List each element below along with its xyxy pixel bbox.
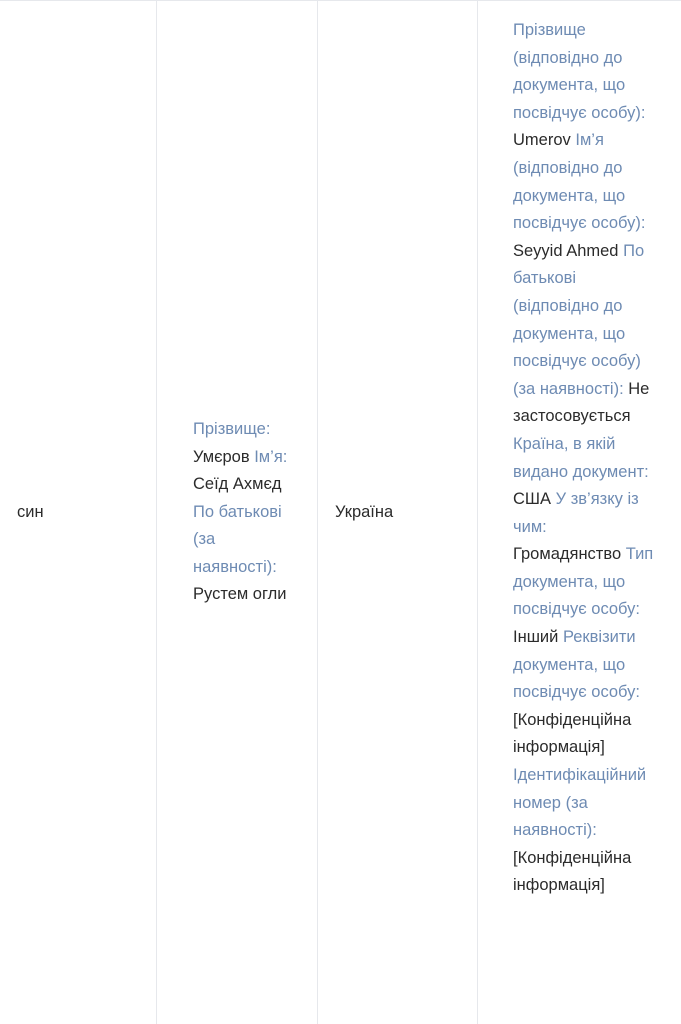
patronymic-label: По батькові (за наявності): xyxy=(193,502,282,576)
docdetails-value: [Конфіденційна інформація] xyxy=(513,710,632,757)
idnum-label: Ідентифікаційний номер (за наявності): xyxy=(513,766,647,840)
firstname-value: Сеїд Ахмєд xyxy=(193,475,282,494)
name-cell xyxy=(156,1,317,1024)
name-block xyxy=(193,416,293,609)
doctype-label: Тип документа, що посвідчує особу: xyxy=(513,545,654,619)
document-cell xyxy=(477,1,681,1024)
country-label: Країна, в якій видано документ: xyxy=(513,434,649,481)
surname-doc-value: Umerov xyxy=(513,131,571,150)
document-block xyxy=(513,17,658,900)
reason-label: У зв’язку із чим: xyxy=(513,490,639,536)
relation-cell xyxy=(0,1,156,1024)
reason-value: Громадянство xyxy=(513,545,622,564)
citizenship-cell xyxy=(317,1,477,1024)
firstname-doc-label: Ім’я (відповідно до документа, що посвідчує особу): xyxy=(513,131,646,233)
doctype-value: Інший xyxy=(513,628,559,647)
idnum-value: [Конфіденційна інформація] xyxy=(513,848,632,895)
country-value: США xyxy=(513,490,552,509)
surname-value: Умєров xyxy=(193,447,250,466)
patronymic-doc-label: По батькові (відповідно до документа, що посвідчує особу) (за наявності): xyxy=(513,241,645,398)
surname-doc-label: Прізвище (відповідно до документа, що посвідчує особу): xyxy=(513,21,646,122)
docdetails-label: Реквізити документа, що посвідчує особу: xyxy=(513,628,640,702)
patronymic-value: Рустем огли xyxy=(193,585,287,604)
firstname-label: Ім’я: xyxy=(254,447,288,466)
surname-label: Прізвище: xyxy=(193,419,271,438)
relation-value: син xyxy=(17,502,44,521)
patronymic-doc-value: Не застосовується xyxy=(513,379,650,426)
citizenship-value: Україна xyxy=(335,502,394,521)
firstname-doc-value: Seyyid Ahmed xyxy=(513,241,619,260)
